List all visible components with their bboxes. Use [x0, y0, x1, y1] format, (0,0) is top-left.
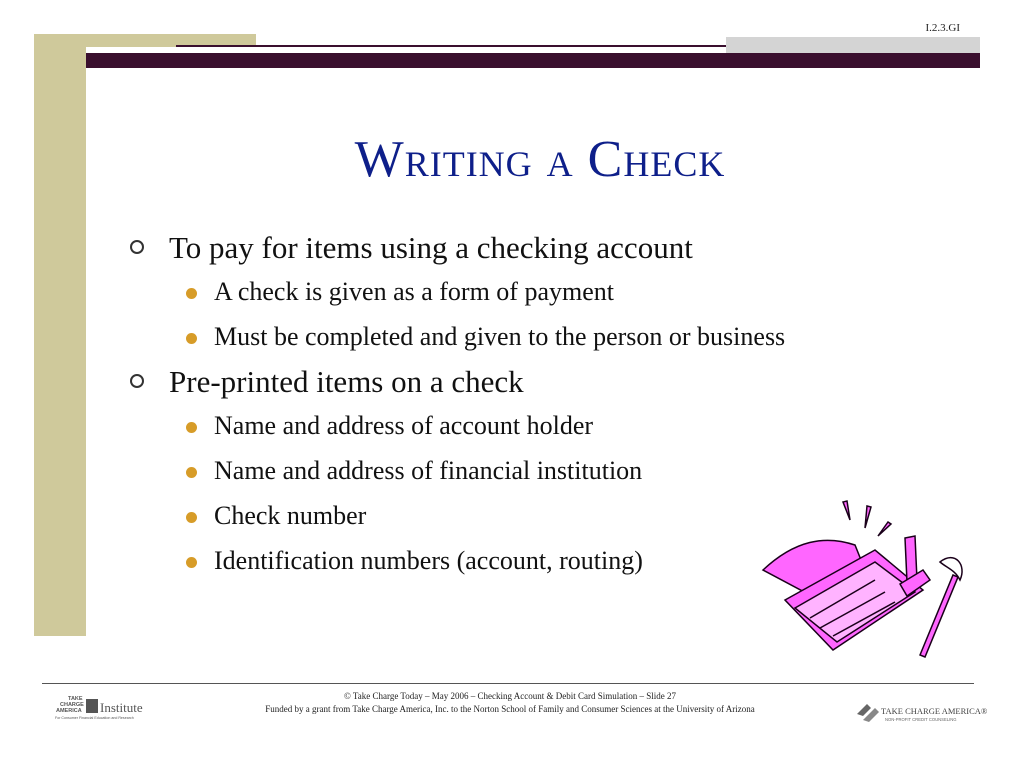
slide-title: Writing a Check [354, 131, 726, 188]
sub-bullet-text: Check number [214, 501, 367, 530]
svg-text:AMERICA: AMERICA [56, 708, 82, 714]
footer-text [210, 690, 810, 716]
sub-bullet-text: Must be completed and given to the person or business [214, 322, 786, 351]
bullet-level2 [130, 451, 930, 496]
dot-bullet-icon [186, 422, 197, 433]
svg-text:TAKE CHARGE AMERICA®: TAKE CHARGE AMERICA® [881, 706, 988, 716]
svg-text:TAKE: TAKE [68, 696, 83, 702]
bullet-text: To pay for items using a checking account [169, 230, 693, 265]
bullet-level1 [130, 362, 930, 406]
bullet-level2 [130, 406, 930, 451]
sub-bullet-text: A check is given as a form of payment [214, 277, 614, 306]
bullet-level2 [130, 272, 930, 317]
top-dark-band [86, 53, 980, 68]
svg-text:Institute: Institute [100, 700, 143, 715]
sub-bullet-text: Name and address of account holder [214, 411, 594, 440]
take-charge-america-logo [855, 700, 990, 726]
sub-bullet-text: Identification numbers (account, routing) [214, 546, 643, 575]
dot-bullet-icon [186, 288, 197, 299]
top-gray-block [726, 37, 980, 53]
bullet-level2 [130, 317, 930, 362]
dot-bullet-icon [186, 512, 197, 523]
hollow-circle-bullet-icon [130, 374, 144, 388]
dot-bullet-icon [186, 557, 197, 568]
slide-id: I.2.3.GI [925, 22, 960, 34]
checkbook-pen-clipart-icon [755, 500, 970, 660]
svg-text:NON-PROFIT CREDIT COUNSELING: NON-PROFIT CREDIT COUNSELING [885, 717, 957, 722]
hollow-circle-bullet-icon [130, 240, 144, 254]
dot-bullet-icon [186, 467, 197, 478]
bullet-text: Pre-printed items on a check [169, 364, 524, 399]
sub-bullet-text: Name and address of financial institution [214, 456, 643, 485]
footer-rule [42, 683, 974, 684]
dot-bullet-icon [186, 333, 197, 344]
footer-copyright: © Take Charge Today – May 2006 – Checking Account & Debit Card Simulation – Slide 27 [343, 691, 677, 701]
footer-funding: Funded by a grant from Take Charge America, Inc. to the Norton School of Family and Consumer Sciences at the University of Arizona [265, 704, 755, 714]
svg-text:For Consumer Financial Educati: For Consumer Financial Education and Research [55, 716, 134, 720]
bullet-level1 [130, 228, 930, 272]
left-accent-bar [34, 34, 86, 636]
svg-text:CHARGE: CHARGE [60, 702, 84, 708]
take-charge-america-institute-logo [54, 694, 164, 722]
